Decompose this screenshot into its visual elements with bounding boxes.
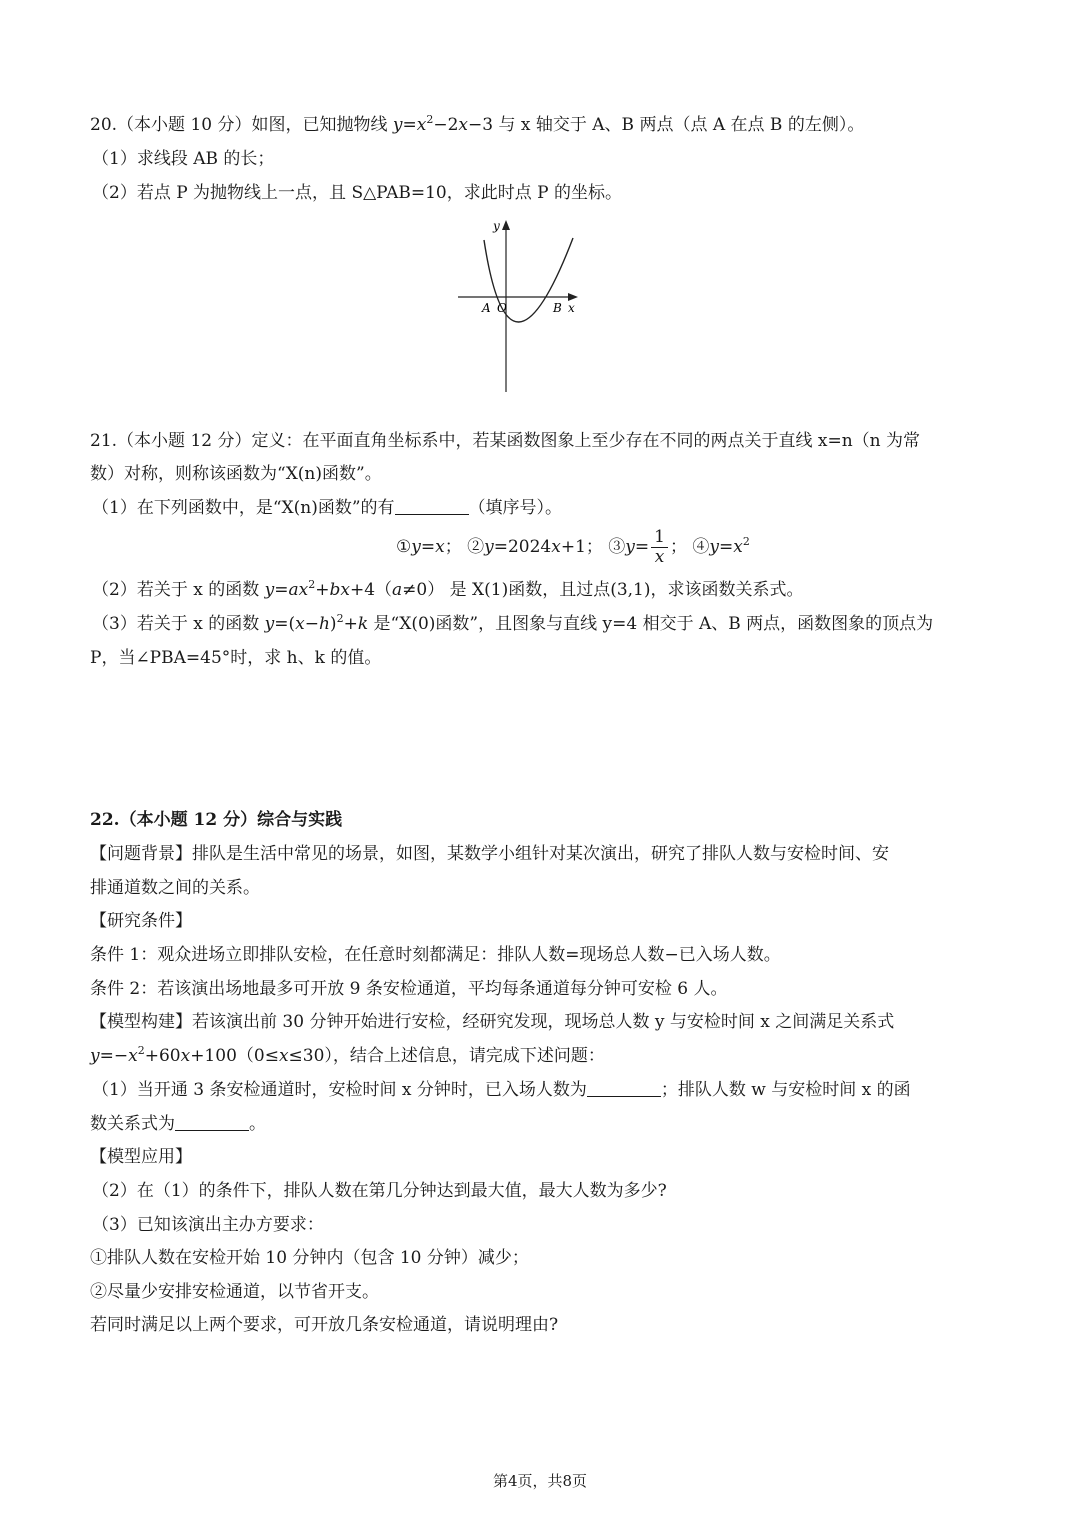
q20-part1: （1）求线段 AB 的长； bbox=[92, 149, 275, 169]
label-x: x bbox=[568, 301, 575, 315]
q22-conditions-title: 【研究条件】 bbox=[90, 911, 192, 931]
q21-heading-line1: 21.（本小题 12 分）定义：在平面直角坐标系中，若某函数图象上至少存在不同的两点关于直线 x=n（n 为常 bbox=[90, 431, 921, 451]
answer-blank bbox=[395, 496, 469, 515]
q22-part2: （2）在（1）的条件下，排队人数在第几分钟达到最大值，最大人数为多少? bbox=[92, 1181, 667, 1201]
q21-part3: （3）若关于 x 的函数 $y=(x-h)^2+k$ 是“X(0)函数”，且图象与直线 y=4 相交于 A、B 两点，函数图象的顶点为 bbox=[92, 612, 934, 634]
label-a: A bbox=[482, 301, 491, 315]
answer-blank bbox=[175, 1112, 249, 1131]
x-axis-arrow bbox=[568, 293, 578, 301]
q22-requirement1: ①排队人数在安检开始 10 分钟内（包含 10 分钟）减少； bbox=[90, 1248, 529, 1268]
q21-part3-line2: P，当∠PBA=45°时，求 h、k 的值。 bbox=[90, 648, 382, 668]
y-axis-arrow bbox=[502, 220, 510, 230]
q22-model-line1: 【模型构建】若该演出前 30 分钟开始进行安检，经研究发现，现场总人数 y 与安检时间 x 之间满足关系式 bbox=[90, 1012, 895, 1032]
q22-final-question: 若同时满足以上两个要求，可开放几条安检通道，请说明理由? bbox=[90, 1315, 559, 1335]
q21-options: ①y=x； ②y=2024x+1； ③y= $\frac{1}{x}$ ； $④y=x^2$ bbox=[396, 527, 750, 567]
q21-part2: （2）若关于 x 的函数 $y=ax^2+bx+4(a\ne 0)$ 是 X(1)函数，且过点(3,1)，求该函数关系式。 bbox=[92, 578, 804, 600]
label-b: B bbox=[553, 301, 562, 315]
answer-blank bbox=[587, 1078, 661, 1097]
q20-part2: （2）若点 P 为抛物线上一点，且 S△PAB=10，求此时点 P 的坐标。 bbox=[92, 183, 622, 203]
q22-requirement2: ②尽量少安排安检通道，以节省开支。 bbox=[90, 1282, 379, 1302]
q22-model-line2: $y=-x^2+60x+100(0\le x\le 30)$，结合上述信息，请完成下述问题： bbox=[90, 1044, 605, 1066]
parabola-figure bbox=[440, 210, 640, 400]
label-o: O bbox=[497, 301, 507, 315]
q21-heading-line2: 数）对称，则称该函数为“X(n)函数”。 bbox=[90, 464, 382, 484]
q21-part1: （1）在下列函数中，是“X(n)函数”的有 （填序号）。 bbox=[92, 498, 563, 518]
page-footer: 第4页，共8页 bbox=[492, 1472, 588, 1490]
q22-condition1: 条件 1：观众进场立即排队安检，在任意时刻都满足：排队人数=现场总人数−已入场人数。 bbox=[90, 945, 781, 965]
q22-part3: （3）已知该演出主办方要求： bbox=[92, 1215, 324, 1235]
q22-background-line2: 排通道数之间的关系。 bbox=[90, 878, 260, 898]
q20-heading: 20.（本小题 10 分）如图，已知抛物线 $y=x^2-2x-3$ 与 x 轴交于 A、B 两点（点 A 在点 B 的左侧）。 bbox=[90, 113, 865, 135]
fraction: $\frac{1}{x}$ bbox=[651, 528, 668, 567]
q22-background-line1: 【问题背景】排队是生活中常见的场景，如图，某数学小组针对某次演出，研究了排队人数与安检时间、安 bbox=[90, 844, 889, 864]
q22-part1-line2: 数关系式为 。 bbox=[90, 1114, 266, 1134]
q22-application-title: 【模型应用】 bbox=[90, 1147, 192, 1167]
q22-condition2: 条件 2：若该演出场地最多可开放 9 条安检通道，平均每条通道每分钟可安检 6 人。 bbox=[90, 979, 728, 999]
label-y: y bbox=[493, 219, 500, 233]
q22-title: 22.（本小题 12 分）综合与实践 bbox=[90, 810, 343, 830]
q22-part1: （1）当开通 3 条安检通道时，安检时间 x 分钟时，已入场人数为 ；排队人数 w 与安检时间 x 的函 bbox=[92, 1080, 911, 1100]
